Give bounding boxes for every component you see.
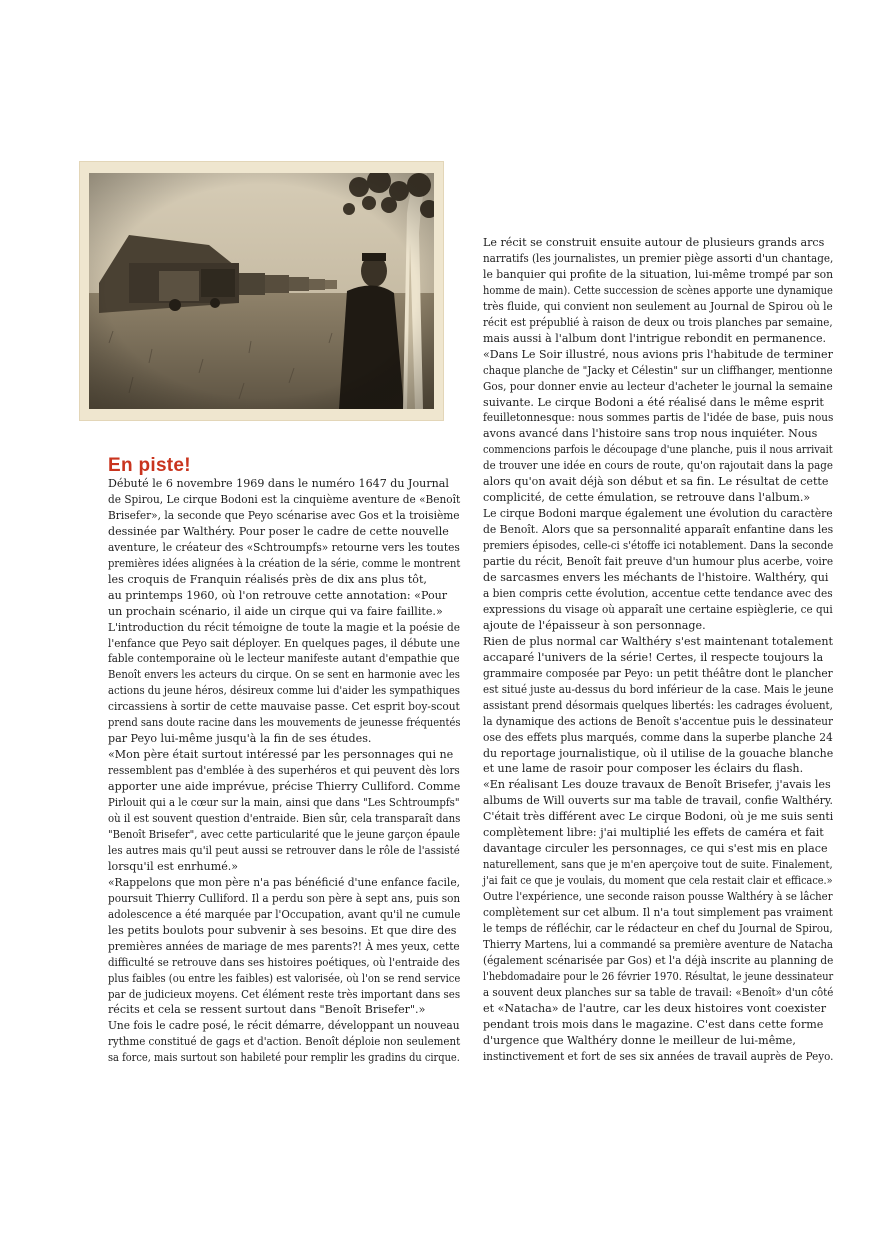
- text-line: apporter une aide imprévue, précise Thierry Culliford. Comme: [108, 780, 461, 794]
- text-line: par Peyo lui-même jusqu'à la fin de ses études.: [108, 732, 372, 746]
- text-line: Rien de plus normal car Walthéry s'est maintenant totalement: [483, 634, 833, 648]
- text-line: accaparé l'univers de la série! Certes, il respecte toujours la: [483, 650, 824, 664]
- text-line: circassiens à sortir de cette mauvaise passe. Cet esprit boy-scout: [108, 700, 460, 714]
- text-line: le banquier qui profite de la situation, lui-même trompé par son: [483, 267, 834, 281]
- text-line: où il est souvent question d'entraide. Bien sûr, cela transparaît dans: [108, 812, 461, 826]
- text-line: plus faibles (ou entre les faibles) est valorisée, où l'on se rend service: [108, 971, 461, 985]
- text-line: grammaire composée par Peyo: un petit théâtre dont le plancher: [483, 666, 833, 680]
- text-line: récit est prépublié à raison de deux ou trois planches par semaine,: [483, 315, 833, 329]
- text-line: la dynamique des actions de Benoît s'accentue puis le dessinateur: [483, 714, 833, 728]
- text-line: Une fois le cadre posé, le récit démarre, développant un nouveau: [108, 1019, 460, 1033]
- text-line: Outre l'expérience, une seconde raison pousse Walthéry à se lâcher: [483, 890, 833, 904]
- text-line: instinctivement et fort de ses six années de travail auprès de Peyo.: [483, 1049, 834, 1063]
- text-line: Pirlouit qui a le cœur sur la main, ainsi que dans "Les Schtroumpfs": [108, 796, 460, 810]
- text-line: l'enfance que Peyo sait déployer. En quelques pages, il débute une: [108, 636, 460, 650]
- text-line: le temps de réfléchir, car le rédacteur en chef du Journal de Spirou,: [483, 921, 833, 935]
- text-line: a souvent deux planches sur sa table de travail: «Benoît» d'un côté: [483, 985, 834, 999]
- text-line: narratifs (les journalistes, un premier piège assorti d'un chantage,: [483, 251, 834, 265]
- archive-photo: [79, 161, 444, 421]
- text-line: actions du jeune héros, désireux comme lui d'aider les sympathiques: [108, 684, 460, 698]
- text-line: a bien compris cette évolution, accentue cette tendance avec des: [483, 586, 833, 600]
- text-line: par de judicieux moyens. Cet élément reste très important dans ses: [108, 987, 461, 1001]
- right-column-text: [483, 235, 833, 1065]
- text-line: complètement libre: j'ai multiplié les effets de caméra et fait: [483, 826, 824, 840]
- text-line: expressions du visage où apparaît une certaine espièglerie, ce qui: [483, 602, 833, 616]
- photograph-icon: [89, 173, 434, 409]
- text-line: mais aussi à l'album dont l'intrigue rebondit en permanence.: [483, 331, 827, 345]
- text-line: C'était très différent avec Le cirque Bodoni, où je me suis senti: [483, 810, 834, 824]
- text-line: complicité, de cette émulation, se retrouve dans l'album.»: [483, 491, 811, 505]
- text-line: du reportage journalistique, où il utilise de la gouache blanche: [483, 746, 834, 760]
- text-line: Débuté le 6 novembre 1969 dans le numéro 1647 du Journal: [108, 477, 449, 490]
- text-line: et «Natacha» de l'autre, car les deux histoires vont coexister: [483, 1001, 827, 1015]
- text-line: lorsqu'il est enrhumé.»: [108, 859, 239, 873]
- text-line: «Dans Le Soir illustré, nous avions pris l'habitude de terminer: [483, 347, 833, 361]
- text-line: Gos, pour donner envie au lecteur d'acheter le journal la semaine: [483, 379, 833, 393]
- text-line: de Benoît. Alors que sa personnalité apparaît enfantine dans les: [483, 523, 834, 537]
- text-line: un prochain scénario, il aide un cirque qui va faire faillite.»: [108, 604, 443, 618]
- text-line: Benoît envers les acteurs du cirque. On se sent en harmonie avec les: [108, 668, 460, 682]
- text-line: partie du récit, Benoît fait preuve d'un humour plus acerbe, voire: [483, 555, 834, 569]
- text-line: adolescence a été marquée par l'Occupation, avant qu'il ne cumule: [108, 907, 461, 921]
- text-line: Le cirque Bodoni marque également une évolution du caractère: [483, 507, 833, 521]
- text-line: de Spirou, Le cirque Bodoni est la cinquième aventure de «Benoît: [108, 492, 461, 506]
- text-line: feuilletonnesque: nous sommes partis de l'idée de base, puis nous: [483, 411, 834, 425]
- text-line: albums de Will ouverts sur ma table de travail, confie Walthéry.: [483, 794, 834, 808]
- text-line: L'introduction du récit témoigne de toute la magie et la poésie de: [108, 620, 461, 634]
- text-line: poursuit Thierry Culliford. Il a perdu son père à sept ans, puis son: [108, 891, 461, 905]
- text-line: de trouver une idée en cours de route, qu'on rajoutait dans la page: [483, 459, 833, 473]
- text-line: "Benoît Brisefer", avec cette particularité que le jeune garçon épaule: [108, 827, 460, 841]
- text-line: prend sans doute racine dans les mouvements de jeunesse fréquentés: [108, 716, 461, 730]
- text-line: les petits boulots pour subvenir à ses besoins. Et que dire des: [108, 923, 457, 937]
- section-heading: En piste!: [108, 455, 191, 476]
- text-line: rythme constitué de gags et d'action. Benoît déploie non seulement: [108, 1035, 461, 1049]
- text-line: suivante. Le cirque Bodoni a été réalisé dans le même esprit: [483, 395, 824, 409]
- left-column-text: [108, 476, 460, 1066]
- text-line: dessinée par Walthéry. Pour poser le cadre de cette nouvelle: [108, 524, 449, 538]
- text-line: pendant trois mois dans le magazine. C'est dans cette forme: [483, 1017, 824, 1031]
- text-line: ajoute de l'épaisseur à son personnage.: [483, 618, 706, 632]
- text-line: commencions parfois le découpage d'une planche, puis il nous arrivait: [483, 443, 833, 457]
- text-line: j'ai fait ce que je voulais, du moment que cela restait clair et efficace.»: [483, 874, 833, 888]
- text-line: ressemblent pas d'emblée à des superhéros et qui peuvent dès lors: [108, 764, 460, 778]
- text-line: aventure, le créateur des «Schtroumpfs» retourne vers les toutes: [108, 540, 460, 554]
- text-line: «Mon père était surtout intéressé par les personnages qui ne: [108, 748, 454, 762]
- text-line: «En réalisant Les douze travaux de Benoît Brisefer, j'avais les: [483, 778, 831, 792]
- text-line: les croquis de Franquin réalisés près de dix ans plus tôt,: [108, 572, 427, 586]
- text-line: (également scénarisée par Gos) et l'a déjà inscrite au planning de: [483, 953, 834, 967]
- text-line: premières idées alignées à la création de la série, comme le montrent: [108, 556, 461, 570]
- text-line: «Rappelons que mon père n'a pas bénéficié d'une enfance facile,: [108, 875, 461, 889]
- text-line: de sarcasmes envers les méchants de l'histoire. Walthéry, qui: [483, 571, 829, 585]
- text-line: d'urgence que Walthéry donne le meilleur de lui-même,: [483, 1033, 796, 1047]
- text-line: fable contemporaine où le lecteur manifeste autant d'empathie que: [108, 652, 460, 666]
- text-line: ose des effets plus marqués, comme dans la superbe planche 24: [483, 730, 833, 744]
- text-line: les autres mais qu'il peut aussi se retrouver dans le rôle de l'assisté: [108, 843, 460, 857]
- text-line: avons avancé dans l'histoire sans trop nous inquiéter. Nous: [483, 427, 818, 441]
- text-line: est situé juste au-dessus du bord inférieur de la case. Mais le jeune: [483, 682, 834, 696]
- text-line: Thierry Martens, lui a commandé sa première aventure de Natacha: [483, 937, 834, 951]
- text-line: Brisefer», la seconde que Peyo scénarise avec Gos et la troisième: [108, 508, 460, 522]
- text-line: alors qu'on avait déjà son début et sa fin. Le résultat de cette: [483, 475, 829, 489]
- text-line: davantage circuler les personnages, ce qui s'est mis en place: [483, 842, 828, 856]
- text-line: l'hebdomadaire pour le 26 février 1970. Résultat, le jeune dessinateur: [483, 969, 834, 983]
- text-line: au printemps 1960, où l'on retrouve cette annotation: «Pour: [108, 588, 448, 602]
- text-line: chaque planche de "Jacky et Célestin" sur un cliffhanger, mentionne: [483, 363, 833, 377]
- text-line: homme de main). Cette succession de scènes apporte une dynamique: [483, 283, 833, 297]
- text-line: premières années de mariage de mes parents?! À mes yeux, cette: [108, 939, 460, 953]
- text-line: sa force, mais surtout son habileté pour remplir les gradins du cirque.: [108, 1051, 460, 1065]
- text-line: assistant prend désormais quelques libertés: les cadrages évoluent,: [483, 698, 833, 712]
- text-line: très fluide, qui convient non seulement au Journal de Spirou où le: [483, 299, 833, 313]
- text-line: naturellement, sans que je m'en aperçoive tout de suite. Finalement,: [483, 858, 833, 872]
- text-line: récits et cela se ressent surtout dans "Benoît Brisefer".»: [108, 1003, 426, 1017]
- text-line: et une lame de rasoir pour composer les éclairs du flash.: [483, 762, 804, 776]
- text-line: Le récit se construit ensuite autour de plusieurs grands arcs: [483, 236, 825, 249]
- text-line: difficulté se retrouve dans ses histoires poétiques, où l'entraide des: [108, 955, 460, 969]
- text-line: complètement sur cet album. Il n'a tout simplement pas vraiment: [483, 906, 833, 920]
- text-line: premiers épisodes, celle-ci s'étoffe ici notablement. Dans la seconde: [483, 539, 834, 553]
